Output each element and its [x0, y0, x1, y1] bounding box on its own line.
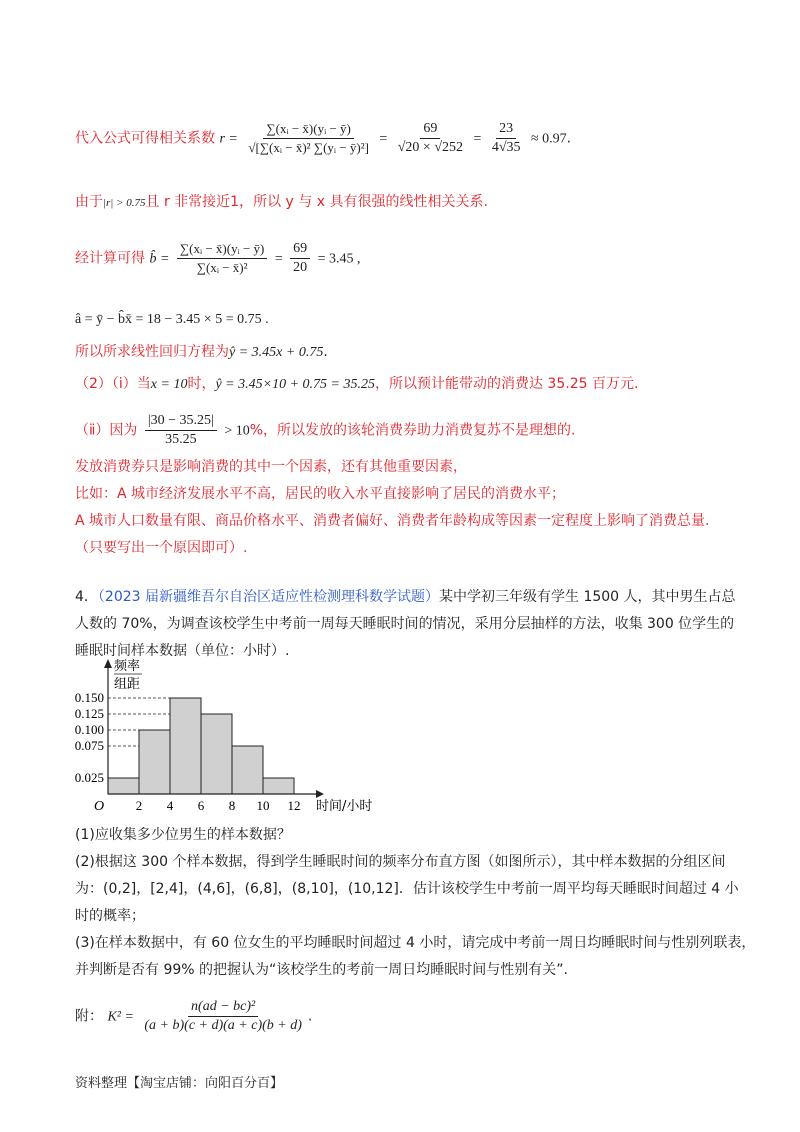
b-sum-denominator: ∑(xᵢ − x̄)² — [196, 260, 248, 275]
origin-label: O — [94, 799, 105, 814]
question-3-line-1: (3)在样本数据中，有 60 位女生的平均睡眠时间超过 4 小时，请完成中考前一周日均睡眠时间与性别列联表， — [75, 935, 756, 951]
r-period: . — [566, 130, 572, 147]
conclusion-text: 且 r 非常接近1，所以 y 与 x 具有很强的线性相关关系. — [145, 194, 488, 210]
b-fraction-sum — [177, 240, 268, 277]
part2-ii-denominator: 35.25 — [165, 432, 197, 447]
histogram-bar — [263, 778, 294, 794]
r-sum-numerator: ∑(xᵢ − x̄)(yᵢ − ȳ) — [263, 120, 354, 139]
question-3-line-2: 并判断是否有 99% 的把握认为“该校学生的考前一周日均睡眠时间与性别有关”. — [75, 962, 568, 978]
slope-prefix: 经计算可得 — [75, 250, 145, 267]
part2-ii-conclusion: %，所以发放的该轮消费券助力消费复苏不是理想的. — [249, 422, 576, 439]
appendix-formula — [75, 998, 312, 1035]
question-2-line-3: 时的概率； — [75, 908, 145, 924]
problem4-line-2: 人数的 70%，为调查该校学生中考前一周每天睡眠时间的情况，采用分层抽样的方法，收集 300 位学生的 — [75, 616, 735, 632]
part2-ii-numerator: |30 − 35.25| — [145, 412, 217, 431]
b-sum-numerator: ∑(xᵢ − x̄)(yᵢ − ȳ) — [177, 240, 268, 259]
x-tick-label: 8 — [228, 798, 236, 813]
b-eq-numerator: 69 — [290, 240, 310, 259]
x-tick-label: 12 — [287, 798, 301, 813]
problem4-number: 4． — [75, 589, 98, 605]
x-tick-label: 6 — [197, 798, 205, 813]
abs-r-condition: |r| > 0.75 — [103, 197, 146, 209]
y-tick-labels — [75, 690, 104, 785]
k2-numerator: n(ad − bc)² — [188, 998, 258, 1017]
question-1: (1)应收集多少位男生的样本数据？ — [75, 827, 291, 843]
histogram-bar — [170, 698, 201, 794]
reason-line-3: A 城市人口数量有限、商品价格水平、消费者偏好、消费者年龄构成等因素一定程度上影响了消费总量. — [75, 513, 710, 529]
intercept-line — [75, 310, 269, 330]
histogram-bar — [139, 730, 170, 794]
histogram-bar — [232, 746, 263, 794]
x-tick-label: 4 — [166, 798, 174, 813]
b-eq-denominator: 20 — [293, 260, 308, 275]
histogram-bar — [201, 714, 232, 794]
regression-equation: ŷ = 3.45x + 0.75 — [229, 345, 324, 360]
problem4-text-1: 某中学初三年级有学生 1500 人，其中男生占总 — [439, 589, 736, 605]
r-fraction-1 — [395, 120, 466, 157]
x-tick-label: 10 — [256, 798, 270, 813]
r-sum-denominator: √[∑(xᵢ − x̄)² ∑(yᵢ − ȳ)²] — [248, 140, 369, 155]
y-tick-label: 0.075 — [74, 738, 104, 753]
y-axis-arrow — [104, 659, 112, 668]
r-fraction-sum — [245, 120, 372, 157]
question-2-line-1: (2)根据这 300 个样本数据，得到学生睡眠时间的频率分布直方图（如图所示），其中样本数据的分组区间 — [75, 854, 726, 870]
frequency-histogram — [70, 656, 410, 816]
correlation-prefix: 代入公式可得相关系数 — [75, 130, 215, 147]
part2-ii-compare: > 10 — [224, 423, 250, 439]
x-tick-label: 2 — [135, 798, 143, 813]
problem4-line-1 — [75, 587, 736, 607]
r-eq1-numerator: 69 — [420, 120, 440, 139]
y-tick-label: 0.100 — [74, 722, 104, 737]
y-label-bottom: 组距 — [114, 677, 141, 692]
y-label-top: 频率 — [114, 659, 141, 674]
reason-line-2: 比如：A 城市经济发展水平不高，居民的收入水平直接影响了居民的消费水平； — [75, 486, 566, 502]
x-tick-labels — [136, 798, 301, 813]
y-tick-label: 0.150 — [74, 690, 104, 705]
r-eq2-numerator: 23 — [496, 120, 516, 139]
y-tick-label: 0.025 — [74, 770, 104, 785]
reason-line-4: （只要写出一个原因即可）. — [75, 540, 248, 556]
part2-i-equation: ŷ = 3.45×10 + 0.75 = 35.25 — [215, 377, 375, 392]
k2-lhs: K² = — [107, 1009, 134, 1025]
slope-formula-line: 经计算可得 b̂ = $\frac{\text{∑(xᵢ − x̄)(yᵢ − ȳ)}}{\text{∑(xᵢ − x̄)²}}$ = $\frac{69}{20}$ = 3.45 , — [75, 241, 361, 275]
histogram-bar — [108, 778, 139, 794]
part2-ii-fraction — [145, 412, 217, 449]
part2-i-conclusion: ，所以预计能带动的消费达 35.25 百万元. — [374, 376, 639, 392]
part2-ii-prefix: （ⅱ）因为 — [75, 422, 138, 439]
appendix-label: 附： — [75, 1008, 103, 1025]
r-eq2-denominator: 4√35 — [491, 140, 521, 155]
r-symbol: r = — [219, 131, 238, 147]
problem4-line-3: 睡眠时间样本数据（单位：小时）. — [75, 643, 290, 659]
part2-ii-line — [75, 412, 576, 449]
b-hat-symbol: b̂ = — [149, 251, 170, 267]
x-axis-arrow — [316, 790, 324, 798]
problem4-source: （2023 届新疆维吾尔自治区适应性检测理科数学试题） — [97, 589, 439, 605]
reason-line-1: 发放消费券只是影响消费的其中一个因素，还有其他重要因素， — [75, 459, 467, 475]
part2-i-when: 时， — [187, 376, 216, 392]
part2-i-prefix: （2）（ⅰ）当 — [75, 376, 151, 392]
regression-line — [75, 342, 328, 363]
b-fraction-value — [290, 240, 310, 277]
r-eq1-denominator: √20 × √252 — [397, 140, 463, 155]
regression-period: . — [323, 344, 328, 360]
correlation-formula-line: 代入公式可得相关系数 r = $\frac{\text{∑(xᵢ − x̄)(yᵢ − ȳ)}}{\text{√[∑(xᵢ − x̄)² ∑(yᵢ − ȳ)²]}}$ = $\frac{69}{√20 \times √252}$ = $\frac{23}{4√35}$ ≈ 0.97. — [75, 121, 572, 155]
x-axis-label: 时间/小时 — [316, 799, 373, 814]
y-tick-label: 0.125 — [74, 706, 104, 721]
question-2-line-2: 为：(0,2]，[2,4]，(4,6]，(6,8]，(8,10]，(10,12]．估计该校学生中考前一周平均每天睡眠时间超过 4 小 — [75, 881, 739, 897]
correlation-conclusion — [75, 192, 488, 213]
regression-prefix: 所以所求线性回归方程为 — [75, 344, 229, 360]
k2-period: . — [307, 1008, 313, 1025]
r-fraction-2 — [489, 120, 524, 157]
conclusion-prefix: 由于 — [75, 194, 103, 210]
part2-i-x: x = 10 — [150, 377, 188, 392]
r-approx: ≈ 0.97 — [530, 131, 567, 147]
a-hat-equation: â = ȳ − b̂x̄ = 18 − 3.45 × 5 = 0.75 . — [75, 312, 269, 327]
b-result: = 3.45 , — [317, 251, 361, 267]
page-footer: 资料整理【淘宝店铺：向阳百分百】 — [75, 1076, 284, 1091]
k2-denominator: (a + b)(c + d)(a + c)(b + d) — [144, 1018, 302, 1033]
k2-fraction — [141, 998, 305, 1035]
part2-i-line — [75, 374, 638, 395]
